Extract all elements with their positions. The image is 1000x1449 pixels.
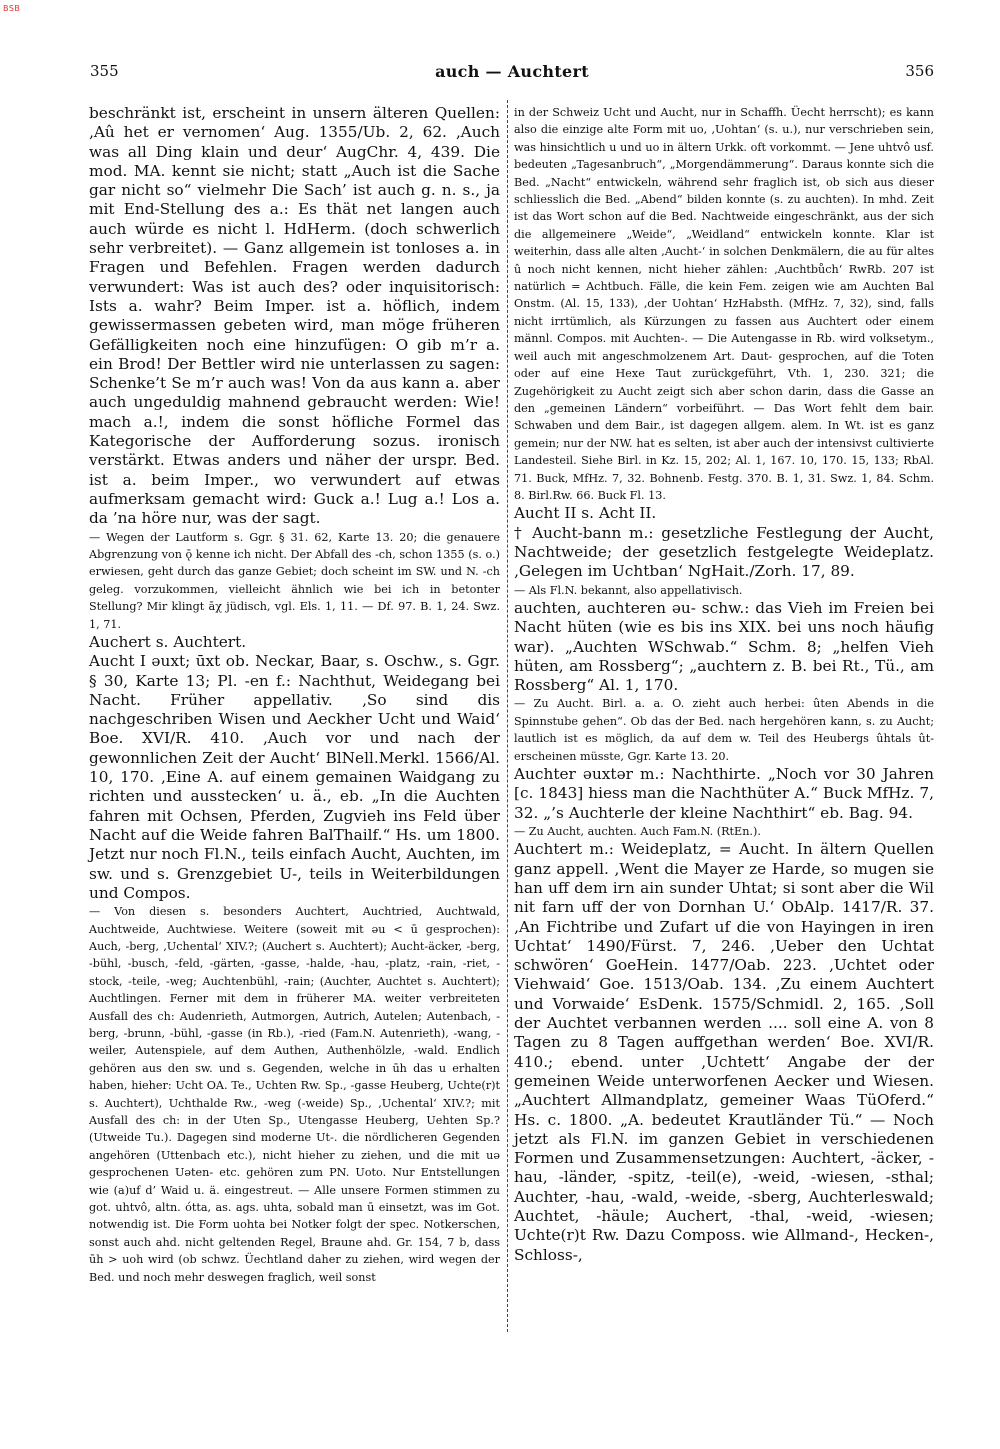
entry-aucht-1-notes-continued: in der Schweiz Ucht und Aucht, nur in Schaffh. Üecht herrscht); es kann also die einzige alte Form mit uo, ‚Uohtan‘ (s. u.), nur verschrieben sein, was hinsichtlich u und uo in ältern Urkk. oft vorkommt. — Jene uhtvô usf. bedeuten „Tagesanbruch“, „Morgendämmerung“. Daraus konnte sich die Bed. „Nacht“ entwickeln, während sehr fraglich ist, ob sich aus dieser schliesslich die Bed. „Abend“ bilden konnte (s. zu auchten). In mhd. Zeit ist das Wort schon auf die Bed. Nachtweide eingeschränkt, aus der sich die allgemeinere „Weide“, „Weidland“ entwickeln konnte. Klar ist weiterhin, dass alle alten ‚Aucht-‘ in solchen Denkmälern, die au für altes û noch nicht kennen, nicht hieher zählen: ‚Auchtbůch‘ RwRb. 207 ist natürlich = Achtbuch. Fälle, die kein Fem. zeigen wie am Auchten Bal Onstm. (Al. 15, 133), ‚der Uohtan‘ HzHabsth. (MfHz. 7, 32), sind, falls nicht irrtümlich, als Kürzungen zu fassen aus Auchtert oder einem männl. Compos. mit Auchten-. — Die Autengasse in Rb. wird volksetym., weil auch mit angeschmolzenem Art. Daut- gesprochen, auf die Toten oder auf eine Hexe Taut zurückgeführt, Vth. 1, 230. 321; die Zugehörigkeit zu Aucht zeigt sich aber schon darin, dass die Gasse an den „gemeinen Ländern“ vorbeiführt. — Das Wort fehlt dem bair. Schwaben und dem Bair., ist dagegen allgem. alem. In Wt. ist es ganz gemein; nur der NW. hat es selten, ist aber auch der intensivst cultivierte Landesteil. Siehe Birl. in Kz. 15, 202; Al. 1, 167. 10, 170. 15, 133; RbAl. 71. Buck, MfHz. 7, 32. Bohnenb. Festg. 370. B. 1, 31. Swz. 1, 84. Schm. 8. Birl.Rw. 66. Buck Fl. 13. (514, 106, 934, 502)
running-header (90, 62, 934, 84)
entry-auchtert: Auchtert m.: Weideplatz, = Aucht. In ältern Quellen ganz appell. ‚Went die Mayer ze Harde, so mugen sie han uff dem irn ain sunder Uhtat; si sont aber die Wil nit farn uff der von Dornhan U.‘ ObAlp. 1417/R. 37. ‚An Fichtribe und Zufart uf die von Hayingen in iren Uchtat‘ 1490/Fürst. 7, 246. ‚Ueber den Uchtat schwören‘ GoeHein. 1477/Oab. 223. ‚Uchtet oder Viehwaid‘ Goe. 1513/Oab. 134. ‚Zu einem Auchtert und Vorwaide‘ EsDenk. 1575/Schmidl. 2, 165. ‚Soll der Auchtet verbannen werden .... soll eine A. von 8 Tagen zu 8 Tagen auffgethan werden‘ Boe. XVI/R. 410.; ebend. unter ‚Uchtett‘ Angabe der der gemeinen Weide unterworfenen Aecker und Wiesen. „Auchtert Allmandplatz, gemeiner Waas TüOferd.“ Hs. c. 1800. „A. bedeutet Krautländer Tü.“ — Noch jetzt als Fl.N. im ganzen Gebiet in verschiedenen Formen und Zusammensetzungen: Auchtert, -äcker, -hau, -länder, -spitz, -teil(e), -weid, -wiesen, -sthal; Auchter, -hau, -wald, -weide, -sberg, Auchterleswald; Auchtet, -häule; Auchert, -thal, -weid, -wiesen; Uchte(r)t Rw. Dazu Composs. wie Allmand-, Hecken-, Schloss-, (514, 840, 934, 1264)
entry-auchten-notes: — Zu Aucht. Birl. a. a. O. zieht auch herbei: ûten Abends in die Spinnstube gehen“. Ob das der Bed. nach hergehören kann, s. zu Aucht; lautlich ist es möglich, da auf dem w. Teil des Heubergs ûhtals ût- erscheinen müsste, Ggr. Karte 13. 20. (514, 697, 934, 763)
entry-aucht-1: Aucht I əuxt; ūxt ob. Neckar, Baar, s. Oschw., s. Ggr. § 30, Karte 13; Pl. -en f.: Nachthut, Weidegang bei Nacht. Früher appellativ. ‚So sind dis nachgeschriben Wisen und Aeckher Ucht und Waid‘ Boe. XVI/R. 410. ‚Auch vor und nach der gewonnlichen Zeit der Aucht‘ BlNell.Merkl. 1566/Al. 10, 170. ‚Eine A. auf einem gemainen Waidgang zu richten und ausstecken‘ u. ä., eb. „In die Auchten fahren mit Ochsen, Pferden, Zugvieh ins Feld über Nacht auf die Weide fahren BalThailf.“ Hs. um 1800. Jetzt nur noch Fl.N., teils einfach Aucht, Auchten, im sw. und s. Grenzgebiet U-, teils in Weiterbildungen und Compos. (89, 652, 500, 902)
left-column (89, 104, 500, 1286)
page-number-right: 356 (905, 62, 934, 80)
entry-auch-notes: — Wegen der Lautform s. Ggr. § 31. 62, Karte 13. 20; die genauere Abgrenzung von ǭ kenne ich nicht. Der Abfall des -ch, schon 1355 (s. o.) erwiesen, geht durch das ganze Gebiet; doch scheint im SW. und N. -ch geleg. vorzukommen, vielleicht ähnlich wie bei ich in betonter Stellung? Mir klingt āχ jüdisch, vgl. Els. 1, 11. — Df. 97. B. 1, 24. Swz. 1, 71. (89, 530, 500, 631)
entry-aucht-2: Aucht II s. Acht II. (514, 504, 657, 523)
entry-auchter: Auchter əuxtər m.: Nachthirte. „Noch vor 30 Jahren [c. 1843] hiess man die Nachthüter A.“ Buck MfHz. 7, 32. „’s Auchterle der kleine Nachthirt“ eb. Bag. 94. (514, 765, 934, 822)
running-title: auch — Auchtert (435, 62, 589, 81)
page-number-left: 355 (90, 62, 119, 80)
right-column (514, 104, 934, 1265)
entry-auchert: Auchert s. Auchtert. (89, 632, 247, 651)
entry-auchter-notes: — Zu Aucht, auchten. Auch Fam.N. (RtEn.). (514, 824, 761, 838)
library-watermark: BSB (3, 4, 21, 13)
entry-aucht-bann: † Aucht-bann m.: gesetzliche Festlegung der Aucht, Nachtweide; der gesetzlich festgelegte Weideplatz. ‚Gelegen im Uchtban‘ NgHait./Zorh. 17, 89. (514, 523, 934, 581)
entry-auch-continued: beschränkt ist, erscheint in unsern älteren Quellen: ‚Aû het er vernomen‘ Aug. 1355/Ub. 2, 62. ‚Auch was all Ding klain und deur‘ AugChr. 4, 439. Die mod. MA. kennt sie nicht; statt „Auch ist die Sache gar nicht so“ vielmehr Die Sach’ ist auch g. n. s., ja mit End-Stellung des a.: Es thät net langen auch auch würde es nicht l. HdHerm. (doch schwerlich sehr verbreitet). — Ganz allgemein ist tonloses a. in Fragen und Befehlen. Fragen werden dadurch verwundert: Was ist auch des? oder inquisitorisch: Ists a. wahr? Beim Imper. ist a. höflich, indem gewissermassen gebeten wird, man möge früheren Gefälligkeiten noch eine hinzufügen: O gib m’r a. ein Brod! Der Bettler wird nie unterlassen zu sagen: Schenke’t Se m’r auch was! Von da aus kann a. aber auch ungeduldig mahnend gebraucht werden: Wie! mach a.!, indem die sonst höfliche Formel das Kategorische der Aufforderung sozus. ironisch verstärkt. Etwas anders und näher der urspr. Bed. ist a. beim Imper., wo verwundert auf etwas aufmerksam gemacht wird: Guck a.! Lug a.! Los a. da ’na höre nur, was der sagt. (89, 104, 500, 528)
entry-auchten: auchten, auchteren əu- schw.: das Vieh im Freien bei Nacht hüten (wie es bis ins XIX. bei uns noch häufig war). „Auchten WSchwab.“ Schm. 8; „helfen Vieh hüten, am Rossberg“; „auchtern z. B. bei Rt., Tü., am Rossberg“ Al. 1, 170. (514, 598, 934, 695)
column-divider (507, 100, 508, 1332)
entry-aucht-1-notes: — Von diesen s. besonders Auchtert, Auchtried, Auchtwald, Auchtweide, Auchtwiese. Weitere (soweit mit əu < ū gesprochen): Auch, -berg, ‚Uchental‘ XIV.?; (Auchert s. Auchtert); Aucht-äcker, -berg, -bühl, -busch, -feld, -gärten, -gasse, -halde, -hau, -platz, -rain, -riet, -stock, -teile, -weg; Auchtenbühl, -rain; (Auchter, Auchtet s. Auchtert); Auchtlingen. Ferner mit dem in früherer MA. weiter verbreiteten Ausfall des ch: Audenrieth, Autmorgen, Autrich, Autelen; Autenbach, -berg, -brunn, -bühl, -gasse (in Rb.), -ried (Fam.N. Autenrieth), -wang, -weiler, Autenspiele, auf dem Authen, Authenhölzle, -wald. Endlich gehören aus den sw. und s. Gegenden, welche in ūh das u erhalten haben, hieher: Ucht OA. Te., Uchten Rw. Sp., -gasse Heuberg, Uchte(r)t s. Auchtert), Uchthalde Rw., -weg (-weide) Sp., ‚Uchental‘ XIV.?; mit Ausfall des ch: in der Uten Sp., Utengasse Heuberg, Uehten Sp.? (Utweide Tu.). Dagegen sind moderne Ut-. die nördlicheren Gegenden angehören (Uttenbach etc.), nicht hieher zu ziehen, und die mit uə gesprochenen Uəten- etc. gehören zum PN. Uoto. Nur Entstellungen wie (a)uf d’ Waid u. ä. eingestreut. — Alle unsere Formen stimmen zu got. uhtvô, altn. ótta, as. ags. uhta, sobald man ū einsetzt, was im Got. notwendig ist. Die Form uohta bei Notker folgt der spec. Notkerschen, sonst auch ahd. nicht geltenden Regel, Braune ahd. Gr. 154, 7 b, dass ūh > uoh wird (ob schwz. Üechtland daher zu ziehen, wird wegen der Bed. und noch mehr deswegen fraglich, weil sonst (89, 905, 500, 1284)
entry-aucht-bann-notes: — Als Fl.N. bekannt, also appellativisch. (514, 583, 743, 597)
